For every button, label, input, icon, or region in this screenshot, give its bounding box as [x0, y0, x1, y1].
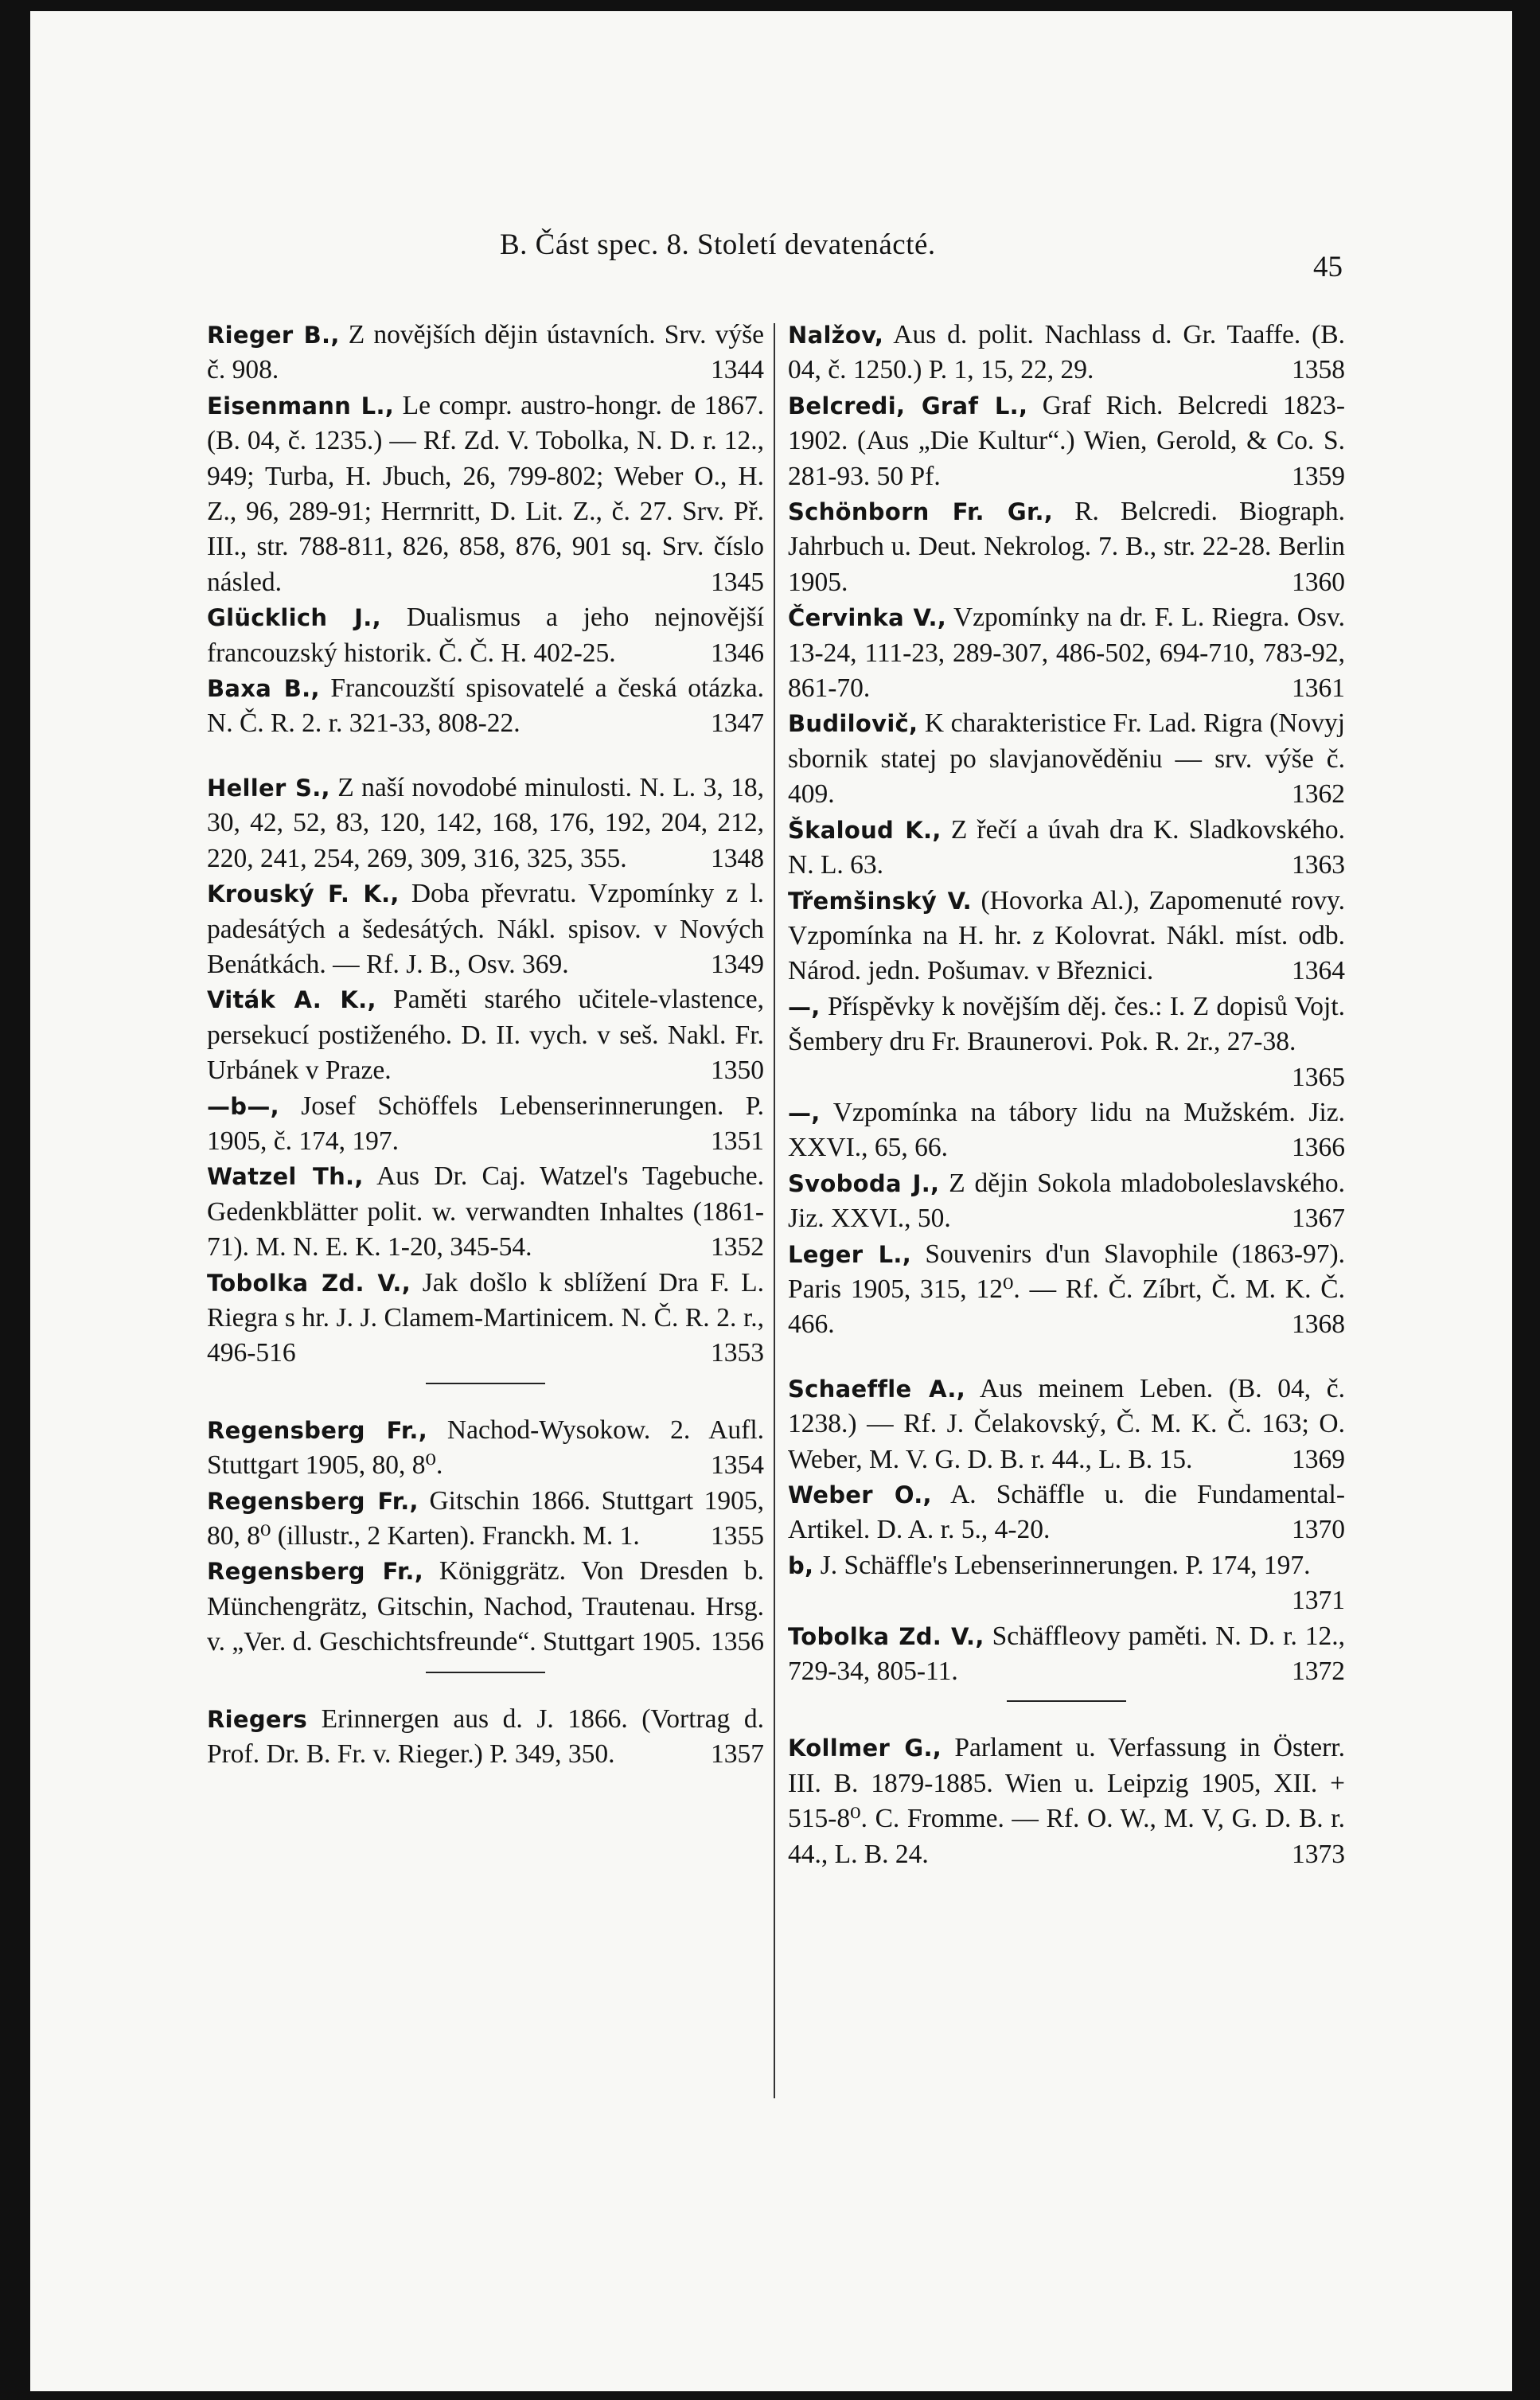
- entry-author: Krouský F. K.,: [207, 880, 400, 908]
- entry-text: Aus d. polit. Nachlass d. Gr. Taaffe. (B. 04, č. 1250.) P. 1, 15, 22, 29.: [788, 320, 1346, 385]
- entry-text: Dualismus a jeho nejnovější francouzský historik. Č. Č. H. 402-25.: [207, 603, 765, 668]
- entry-number: 1351: [711, 1126, 764, 1156]
- entry-author: b,: [788, 1551, 814, 1579]
- entry-author: Riegers: [207, 1705, 308, 1733]
- bibliography-entry: [207, 1266, 764, 1372]
- bibliography-entry: [207, 982, 764, 1088]
- entry-number: 1355: [711, 1521, 764, 1551]
- entry-author: Regensberg Fr.,: [207, 1558, 424, 1586]
- bibliography-entry: [788, 1477, 1345, 1548]
- bibliography-entry: [788, 1619, 1345, 1690]
- bibliography-entry: [207, 671, 764, 742]
- section-rule: [426, 1383, 545, 1384]
- entry-number: 1345: [711, 567, 764, 597]
- entry-text: Vzpomínka na tábory lidu na Mužském. Jiz. XXVI., 65, 66.: [788, 1097, 1345, 1163]
- entry-number: 1348: [711, 843, 764, 873]
- bibliography-entry: [788, 884, 1345, 989]
- entry-text: Doba převratu. Vzpomínky z l. padesátých a šedesátých. Nákl. spisov. v Nových Benátkách. — Rf. J. B., Osv. 369.: [207, 879, 765, 979]
- column-divider: [774, 323, 775, 2098]
- bibliography-entry: [788, 1095, 1345, 1166]
- entry-author: —b—,: [207, 1092, 279, 1120]
- entry-text: Z novějších dějin ústavních. Srv. výše č. 908.: [207, 320, 765, 385]
- bibliography-entry: [788, 1548, 1345, 1619]
- entry-author: Heller S.,: [207, 774, 330, 802]
- entry-author: Leger L.,: [788, 1240, 912, 1268]
- entry-author: —,: [788, 1099, 821, 1126]
- entry-text: Parlament u. Verfassung in Österr. III. B. 1879-1885. Wien u. Leipzig 1905, XII. + 515-8⁰. C. Fromme. — Rf. O. W., M. V, G. D. B. r. 44., L. B. 24.: [788, 1733, 1345, 1869]
- entry-text: (Hovorka Al.), Zapomenuté rovy. Vzpomínka na H. hr. z Kolovrat. Nákl. míst. odb. Národ. jedn. Pošumav. v Březnici.: [788, 885, 1345, 986]
- bibliography-entry: [788, 813, 1345, 884]
- entry-text: K charakteristice Fr. Lad. Rigra (Novyj sbornik statej po slavjanověděniu — srv. výše č. 409.: [788, 708, 1346, 810]
- entry-number: 1349: [711, 949, 764, 979]
- entry-number: 1353: [711, 1338, 764, 1368]
- entry-author: Eisenmann L.,: [207, 392, 395, 420]
- entry-author: Tobolka Zd. V.,: [207, 1269, 411, 1297]
- page-number: 45: [1313, 251, 1343, 283]
- entry-text: Schäffleovy paměti. N. D. r. 12., 729-34, 805-11.: [788, 1621, 1346, 1687]
- bibliography-entry: [207, 318, 764, 388]
- entry-author: Škaloud K.,: [788, 816, 942, 844]
- entry-number: 1373: [1292, 1839, 1345, 1869]
- bibliography-entry: [788, 706, 1345, 812]
- entry-author: —,: [788, 993, 821, 1020]
- entry-text: Paměti starého učitele-vlastence, persekucí postiženého. D. II. vych. v seš. Nakl. Fr. Urbánek v Praze.: [207, 985, 764, 1086]
- entry-author: Kollmer G.,: [788, 1735, 942, 1762]
- entry-text: Francouzští spisovatelé a česká otázka. N. Č. R. 2. r. 321-33, 808-22.: [207, 673, 765, 739]
- entry-text: Nachod-Wysokow. 2. Aufl. Stuttgart 1905, 80, 8⁰.: [207, 1415, 764, 1481]
- entry-text: Aus meinem Leben. (B. 04, č. 1238.) — Rf. J. Čelakovský, Č. M. K. Č. 163; O. Weber, M. V. G. D. B. r. 44., L. B. 15.: [788, 1373, 1345, 1474]
- entry-author: Viták A. K.,: [207, 986, 376, 1014]
- entry-number: 1365: [1292, 1062, 1345, 1092]
- right-column: [788, 318, 1345, 1872]
- entry-author: Regensberg Fr.,: [207, 1416, 428, 1444]
- bibliography-entry: [788, 494, 1345, 600]
- section-rule: [1007, 1700, 1126, 1702]
- entry-number: 1363: [1292, 850, 1345, 880]
- entry-number: 1344: [711, 355, 764, 385]
- entry-author: Rieger B.,: [207, 322, 340, 349]
- entry-number: 1358: [1292, 355, 1345, 385]
- entry-number: 1370: [1292, 1515, 1345, 1545]
- bibliography-entry: [788, 1731, 1345, 1872]
- entry-text: Příspěvky k novějším děj. čes.: I. Z dopisů Vojt. Šembery dru Fr. Braunerovi. Pok. R. 2r., 27-38.: [788, 991, 1346, 1057]
- section-rule: [426, 1672, 545, 1673]
- bibliography-entry: [207, 1702, 764, 1773]
- entry-number: 1352: [711, 1232, 764, 1262]
- entry-author: Nalžov,: [788, 322, 884, 349]
- entry-number: 1354: [711, 1450, 764, 1481]
- entry-text: Graf Rich. Belcredi 1823-1902. (Aus „Die Kultur“.) Wien, Gerold, & Co. S. 281-93. 50 Pf.: [788, 390, 1345, 491]
- entry-number: 1347: [711, 708, 764, 739]
- entry-author: Budilovič,: [788, 710, 918, 738]
- entry-number: 1366: [1292, 1133, 1345, 1163]
- entry-text: J. Schäffle's Lebenserinnerungen. P. 174, 197.: [820, 1550, 1311, 1580]
- entry-text: Z naší novodobé minulosti. N. L. 3, 18, 30, 42, 52, 83, 120, 142, 168, 176, 192, 204, 212, 220, 241, 254, 269, 309, 316, 325, 355.: [207, 772, 764, 873]
- bibliography-entry: [788, 600, 1345, 706]
- bibliography-entry: [207, 1089, 764, 1160]
- entry-number: 1368: [1292, 1309, 1345, 1340]
- entry-author: Tobolka Zd. V.,: [788, 1622, 984, 1650]
- entry-author: Schönborn Fr. Gr.,: [788, 498, 1054, 526]
- bibliography-entry: [788, 318, 1345, 388]
- bibliography-entry: [207, 771, 764, 876]
- bibliography-entry: [207, 1484, 764, 1555]
- book-page: [30, 11, 1512, 2391]
- entry-text: Aus Dr. Caj. Watzel's Tagebuche. Gedenkblätter polit. w. verwandten Inhaltes (1861-71). M. N. E. K. 1-20, 345-54.: [207, 1161, 765, 1262]
- entry-text: Königgrätz. Von Dresden b. Münchengrätz, Gitschin, Nachod, Trautenau. Hrsg. v. „Ver. d. Geschichtsfreunde“. Stuttgart 1905.: [207, 1556, 765, 1657]
- entry-text: R. Belcredi. Biograph. Jahrbuch u. Deut. Nekrolog. 7. B., str. 22-28. Berlin 1905.: [788, 497, 1345, 597]
- entry-text: Souvenirs d'un Slavophile (1863-97). Paris 1905, 315, 12⁰. — Rf. Č. Zíbrt, Č. M. K. Č. 466.: [788, 1239, 1346, 1340]
- entry-number: 1364: [1292, 956, 1345, 986]
- entry-author: Třemšinský V.: [788, 887, 972, 915]
- entry-author: Belcredi, Graf L.,: [788, 392, 1028, 420]
- running-title: B. Část spec. 8. Století devatenácté.: [500, 228, 936, 261]
- entry-text: Gitschin 1866. Stuttgart 1905, 80, 8⁰ (illustr., 2 Karten). Franckh. M. 1.: [207, 1485, 765, 1551]
- entry-author: Watzel Th.,: [207, 1163, 364, 1191]
- entry-text: Erinnergen aus d. J. 1866. (Vortrag d. Prof. Dr. B. Fr. v. Rieger.) P. 349, 350.: [207, 1703, 764, 1770]
- entry-number: 1356: [711, 1627, 764, 1657]
- entry-author: Glücklich J.,: [207, 604, 381, 632]
- bibliography-entry: [788, 1372, 1345, 1477]
- entry-author: Červinka V.,: [788, 604, 947, 632]
- entry-text: Z řečí a úvah dra K. Sladkovského. N. L. 63.: [788, 814, 1345, 880]
- bibliography-entry: [207, 388, 764, 600]
- entry-number: 1360: [1292, 567, 1345, 597]
- entry-number: 1346: [711, 638, 764, 668]
- entry-author: Weber O.,: [788, 1481, 932, 1508]
- entry-number: 1372: [1292, 1657, 1345, 1687]
- entry-author: Regensberg Fr.,: [207, 1487, 419, 1515]
- entry-number: 1369: [1292, 1444, 1345, 1474]
- entry-author: Baxa B.,: [207, 675, 320, 703]
- entry-text: Vzpomínky na dr. F. L. Riegra. Osv. 13-24, 111-23, 289-307, 486-502, 694-710, 783-92, 861-70.: [788, 603, 1345, 704]
- entry-number: 1359: [1292, 461, 1345, 491]
- entry-number: 1371: [1292, 1586, 1345, 1616]
- bibliography-entry: [788, 1237, 1345, 1343]
- bibliography-entry: [788, 989, 1345, 1095]
- bibliography-entry: [207, 876, 764, 982]
- bibliography-entry: [207, 1159, 764, 1265]
- entry-number: 1361: [1292, 673, 1345, 704]
- bibliography-entry: [207, 600, 764, 671]
- bibliography-entry: [207, 1413, 764, 1484]
- entry-number: 1357: [711, 1739, 764, 1770]
- bibliography-entry: [788, 388, 1345, 494]
- left-column: [207, 318, 764, 1772]
- entry-text: Josef Schöffels Lebenserinnerungen. P. 1905, č. 174, 197.: [207, 1091, 764, 1156]
- entry-author: Svoboda J.,: [788, 1169, 940, 1197]
- entry-text: Z dějin Sokola mladoboleslavského. Jiz. XXVI., 50.: [788, 1168, 1345, 1234]
- bibliography-entry: [207, 1554, 764, 1660]
- entry-number: 1350: [711, 1056, 764, 1086]
- entry-text: Jak došlo k sblížení Dra F. L. Riegra s hr. J. J. Clamem-Martinicem. N. Č. R. 2. r., 496-516: [207, 1267, 764, 1368]
- entry-text: Le compr. austro-hongr. de 1867. (B. 04, č. 1235.) — Rf. Zd. V. Tobolka, N. D. r. 12., 949; Turba, H. Jbuch, 26, 799-802; Weber O., H. Z., 96, 289-91; Herrnritt, D. Lit. Z., č. 27. Srv. Př. III., str. 788-811, 826, 858, 876, 901 sq. Srv. číslo násled.: [207, 390, 764, 597]
- entry-author: Schaeffle A.,: [788, 1375, 966, 1403]
- entry-number: 1362: [1292, 779, 1345, 810]
- bibliography-entry: [788, 1166, 1345, 1237]
- entry-number: 1367: [1292, 1204, 1345, 1234]
- entry-text: A. Schäffle u. die Fundamental-Artikel. D. A. r. 5., 4-20.: [788, 1480, 1346, 1545]
